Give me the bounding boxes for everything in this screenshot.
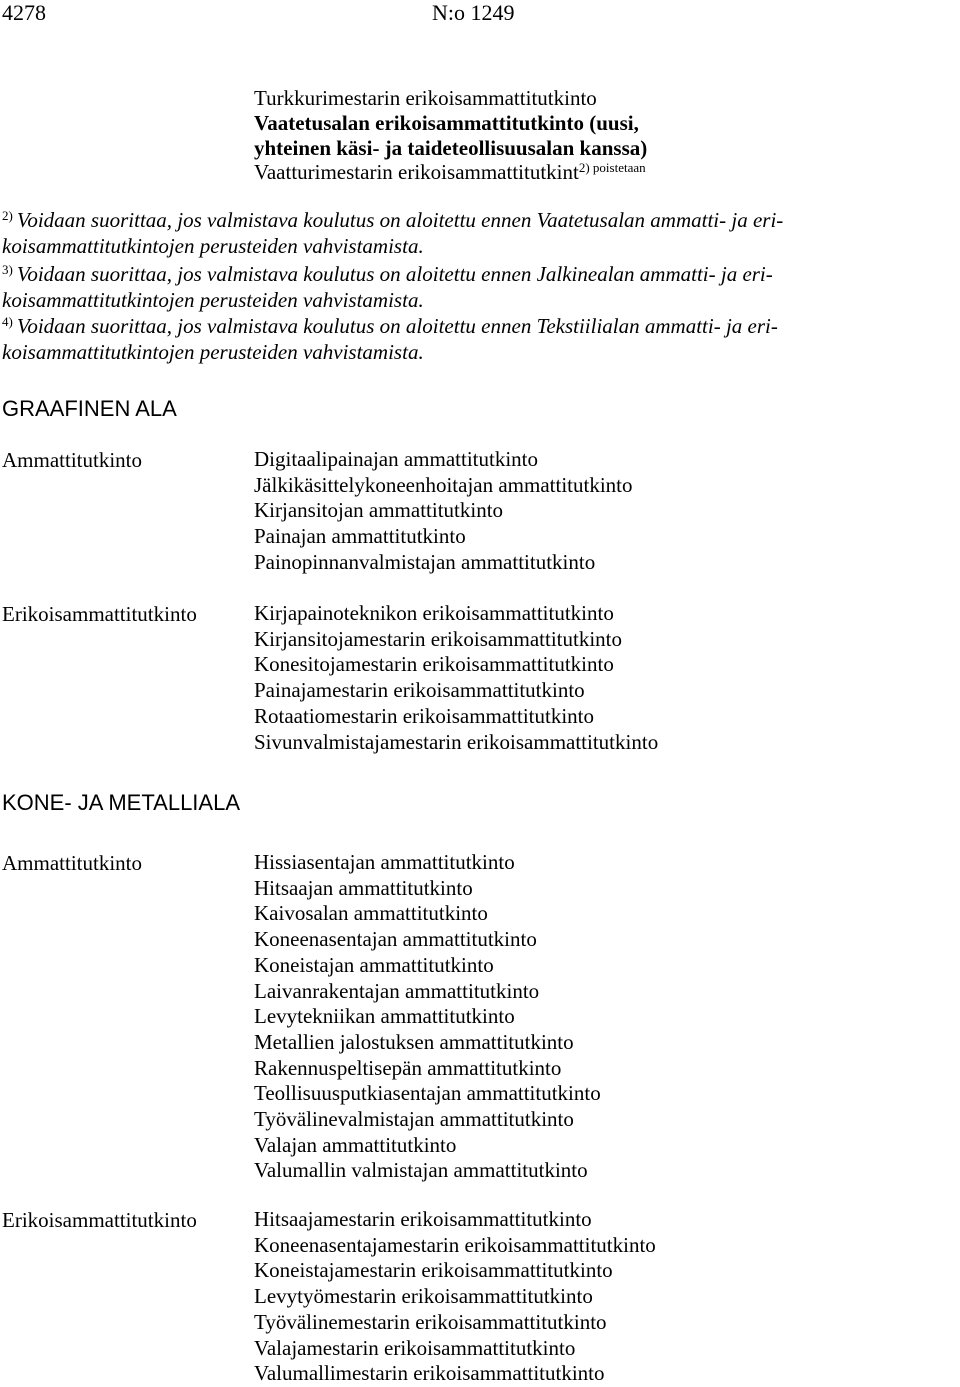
list-item: Rotaatiomestarin erikoisammattitutkinto — [254, 703, 595, 728]
list-item: Kirjapainoteknikon erikoisammattitutkinto — [254, 601, 614, 625]
graafinen-erikois-list — [254, 601, 658, 755]
footnote-3-line-2: koisammattitutkintojen perusteiden vahvistamista. — [2, 288, 424, 312]
list-item: Valajamestarin erikoisammattitutkinto — [254, 1335, 576, 1360]
document-number: N:o 1249 — [432, 0, 515, 25]
list-item: Rakennuspeltisepän ammattitutkinto — [254, 1055, 562, 1080]
footnote-3-marker: 3) — [2, 262, 13, 277]
list-item: Konesitojamestarin erikoisammattitutkinto — [254, 652, 614, 677]
footnote-4-line-1 — [2, 314, 778, 338]
footnote-4-marker: 4) — [2, 314, 13, 329]
list-item: Painajamestarin erikoisammattitutkinto — [254, 678, 585, 703]
intro-line-4 — [254, 160, 646, 184]
footnote-2-line-1 — [2, 208, 783, 232]
list-item: Hitsaajamestarin erikoisammattitutkinto — [254, 1207, 592, 1231]
footnote-2-text: Voidaan suorittaa, jos valmistava koulutus on aloitettu ennen Vaatetusalan ammatti- ja eri- — [16, 208, 784, 232]
footnote-3-line-1 — [2, 262, 773, 286]
graafinen-ammatti-list — [254, 447, 633, 576]
list-item: Koneenasentajamestarin erikoisammattitutkinto — [254, 1232, 656, 1257]
footnote-4-line-2: koisammattitutkintojen perusteiden vahvistamista. — [2, 340, 424, 364]
list-item: Kirjansitojan ammattitutkinto — [254, 498, 504, 523]
intro-line-4-text: Vaatturimestarin erikoisammattitutkint — [254, 160, 579, 184]
list-item: Jälkikäsittelykoneenhoitajan ammattitutkinto — [254, 472, 633, 497]
list-item: Metallien jalostuksen ammattitutkinto — [254, 1029, 574, 1054]
list-item: Levytekniikan ammattitutkinto — [254, 1004, 515, 1029]
list-item: Hitsaajan ammattitutkinto — [254, 875, 473, 900]
list-item: Valajan ammattitutkinto — [254, 1132, 457, 1157]
graafinen-ammatti-label: Ammattitutkinto — [2, 448, 142, 472]
list-item: Koneistajamestarin erikoisammattitutkinto — [254, 1258, 613, 1283]
kone-ammatti-label: Ammattitutkinto — [2, 851, 142, 875]
section-title-graafinen: GRAAFINEN ALA — [2, 396, 177, 421]
graafinen-erikois-label: Erikoisammattitutkinto — [2, 602, 197, 626]
footnote-2-marker: 2) — [2, 208, 13, 223]
list-item: Teollisuusputkiasentajan ammattitutkinto — [254, 1081, 601, 1106]
list-item: Levytyömestarin erikoisammattitutkinto — [254, 1284, 593, 1309]
list-item: Koneistajan ammattitutkinto — [254, 952, 494, 977]
footnote-4-text: Voidaan suorittaa, jos valmistava koulutus on aloitettu ennen Tekstiilialan ammatti- ja eri- — [16, 314, 778, 338]
list-item: Valumallin valmistajan ammattitutkinto — [254, 1158, 588, 1183]
kone-ammatti-list — [254, 850, 601, 1184]
list-item: Kirjansitojamestarin erikoisammattitutkinto — [254, 626, 623, 651]
list-item: Painajan ammattitutkinto — [254, 524, 466, 549]
intro-line-4-sup: 2) poistetaan — [578, 160, 646, 175]
intro-line-2: Vaatetusalan erikoisammattitutkinto (uusi, — [254, 111, 639, 135]
footnote-2-line-2: koisammattitutkintojen perusteiden vahvistamista. — [2, 234, 424, 258]
kone-erikois-label: Erikoisammattitutkinto — [2, 1208, 197, 1232]
intro-line-3: yhteinen käsi- ja taideteollisuusalan kanssa) — [254, 136, 648, 160]
list-item: Painopinnanvalmistajan ammattitutkinto — [254, 549, 596, 574]
list-item: Kaivosalan ammattitutkinto — [254, 901, 488, 926]
list-item: Työvälinemestarin erikoisammattitutkinto — [254, 1309, 607, 1334]
list-item: Koneenasentajan ammattitutkinto — [254, 927, 537, 952]
list-item: Valumallimestarin erikoisammattitutkinto — [254, 1361, 605, 1386]
section-title-kone: KONE- JA METALLIALA — [2, 790, 241, 815]
list-item: Työvälinevalmistajan ammattitutkinto — [254, 1107, 574, 1132]
list-item: Laivanrakentajan ammattitutkinto — [254, 978, 540, 1003]
intro-line-1: Turkkurimestarin erikoisammattitutkinto — [254, 86, 597, 110]
kone-erikois-list — [254, 1207, 656, 1387]
footnote-3-text: Voidaan suorittaa, jos valmistava koulutus on aloitettu ennen Jalkinealan ammatti- ja eri- — [16, 262, 773, 286]
list-item: Hissiasentajan ammattitutkinto — [254, 850, 515, 874]
list-item: Digitaalipainajan ammattitutkinto — [254, 447, 539, 471]
page-number: 4278 — [2, 0, 46, 25]
list-item: Sivunvalmistajamestarin erikoisammattitutkinto — [254, 729, 659, 754]
